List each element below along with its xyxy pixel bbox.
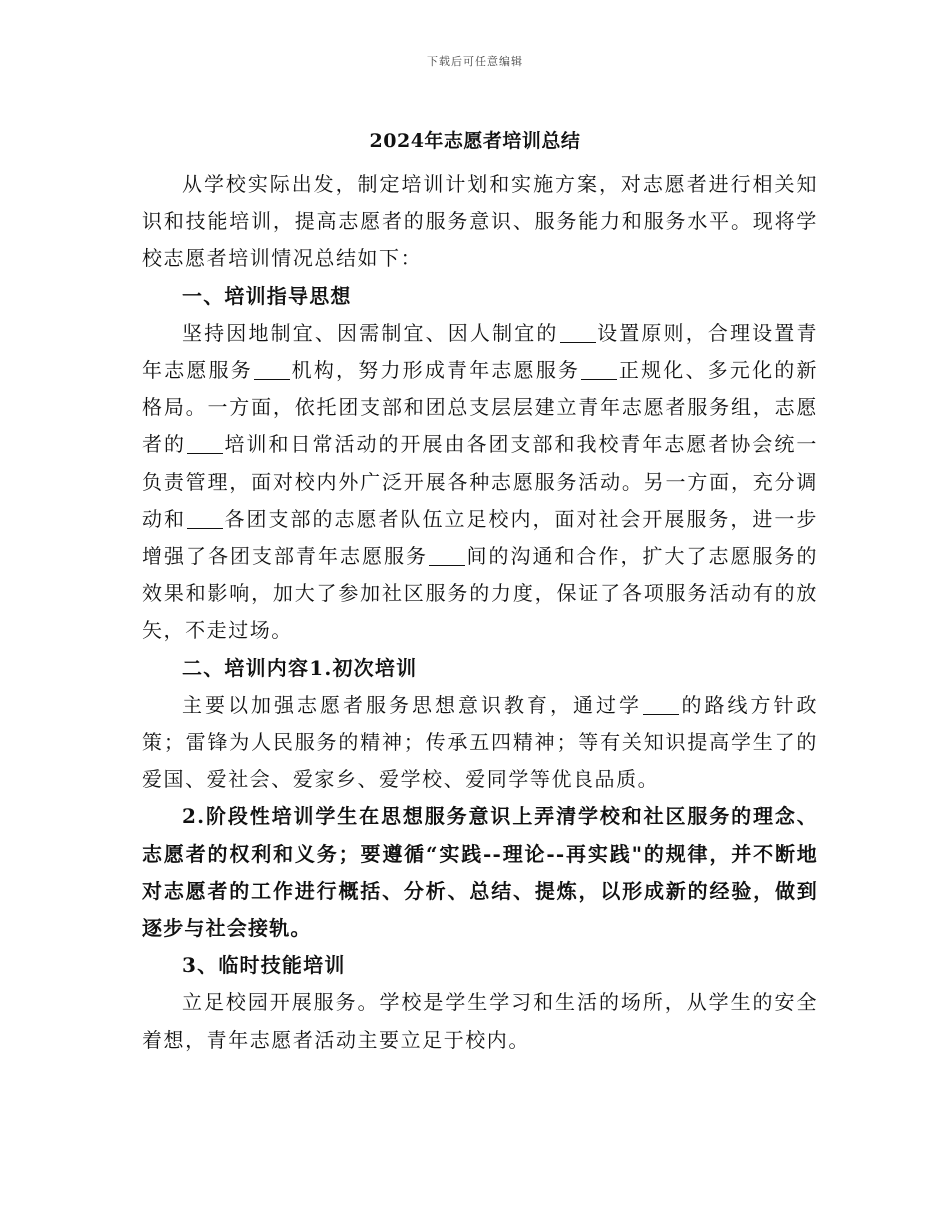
- fill-in-blank: [581, 359, 617, 380]
- text-segment: 设置原则，合理设置青年志愿服务: [142, 320, 818, 383]
- fill-in-blank: [429, 545, 465, 566]
- fill-in-blank: [560, 322, 596, 343]
- text-segment: 2.阶段性培训学生在思想服务意识上弄清学校和社区服务的理念、志愿者的权利和义务；要遵循“实践--理论--再实践"的规律，并不断地对志愿者的工作进行概括、分析、总结、提炼，以形成新的经验，做到逐步与社会接轨。: [142, 804, 818, 941]
- text-segment: 从学校实际出发，制定培训计划和实施方案，对志愿者进行相关知识和技能培训，提高志愿者的服务意识、服务能力和服务水平。现将学校志愿者培训情况总结如下：: [142, 172, 818, 271]
- text-segment: 二、培训内容1.初次培训: [182, 655, 418, 680]
- text-segment: 的路线方针政策；雷锋为人民服务的精神；传承五四精神；等有关知识提高学生了的爱国、爱社会、爱家乡、爱学校、爱同学等优良品质。: [142, 692, 818, 792]
- body-paragraph: [142, 315, 818, 650]
- document-title: 2024年志愿者培训总结: [369, 130, 581, 152]
- header-note: 下载后可任意编辑: [427, 55, 523, 68]
- section-heading-or-bold-paragraph: [142, 947, 818, 984]
- section-heading-or-bold-paragraph: [142, 650, 818, 687]
- text-segment: 机构，努力形成青年志愿服务: [291, 358, 581, 383]
- section-heading-or-bold-paragraph: [142, 278, 818, 315]
- text-segment: 一、培训指导思想: [182, 283, 352, 308]
- fill-in-blank: [187, 508, 223, 529]
- fill-in-blank: [187, 433, 223, 454]
- text-segment: 坚持因地制宜、因需制宜、因人制宜的: [182, 320, 559, 345]
- body-paragraph: [142, 687, 818, 799]
- text-segment: 培训和日常活动的开展由各团支部和我校青年志愿者协会统一负责管理，面对校内外广泛开展各种志愿服务活动。另一方面，充分调动和: [142, 432, 818, 531]
- fill-in-blank: [643, 694, 679, 715]
- body-paragraph: [142, 166, 818, 278]
- document-body: [142, 166, 818, 1059]
- section-heading-or-bold-paragraph: [142, 798, 818, 947]
- text-segment: 各团支部的志愿者队伍立足校内，面对社会开展服务，进一步增强了各团支部青年志愿服务: [142, 506, 818, 569]
- body-paragraph: [142, 984, 818, 1058]
- text-segment: 主要以加强志愿者服务思想意识教育，通过学: [182, 692, 642, 717]
- text-segment: 间的沟通和合作，扩大了志愿服务的效果和影响，加大了参加社区服务的力度，保证了各项服务活动有的放矢，不走过场。: [142, 544, 818, 643]
- fill-in-blank: [254, 359, 290, 380]
- text-segment: 立足校园开展服务。学校是学生学习和生活的场所，从学生的安全着想，青年志愿者活动主要立足于校内。: [142, 990, 818, 1052]
- text-segment: 3、临时技能培训: [182, 953, 346, 978]
- text-segment: 正规化、多元化的新格局。一方面，依托团支部和团总支层层建立青年志愿者服务组，志愿者的: [142, 358, 819, 457]
